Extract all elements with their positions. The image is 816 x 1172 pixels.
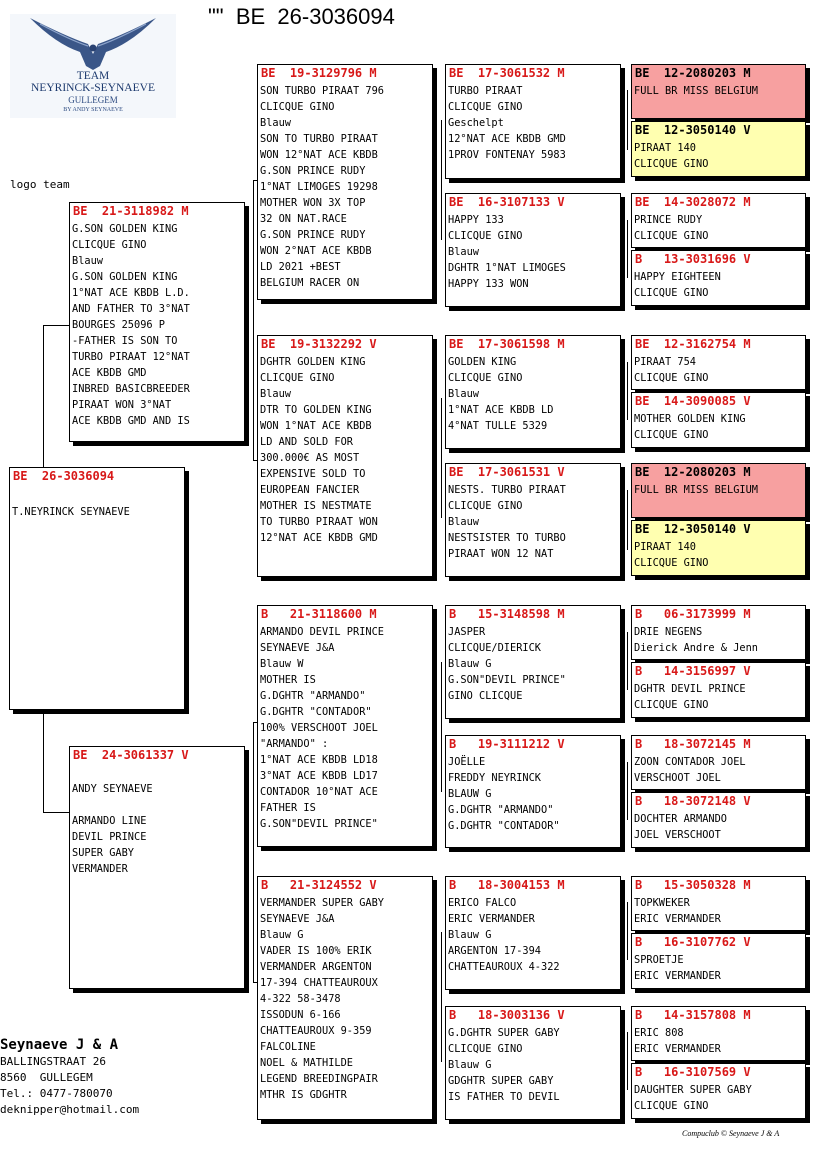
owner-street: BALLINGSTRAAT 26 xyxy=(0,1055,106,1068)
ring-number: B 19-3111212 V xyxy=(449,737,565,751)
ring-number: B 14-3156997 V xyxy=(635,664,751,678)
pigeon-card-g4-10 xyxy=(631,662,806,718)
connector-line xyxy=(43,812,70,813)
logo-town: GULLEGEM xyxy=(68,95,118,105)
ring-number: BE 12-2080203 M xyxy=(635,66,751,80)
ring-number: BE 16-3107133 V xyxy=(449,195,565,209)
pigeon-card-g4-1 xyxy=(631,64,806,119)
ring-number: BE 19-3132292 V xyxy=(261,337,377,351)
ring-number: BE 17-3061532 M xyxy=(449,66,565,80)
connector-line xyxy=(627,362,628,420)
ring-number: B 15-3148598 M xyxy=(449,607,565,621)
pigeon-card-g4-2 xyxy=(631,121,806,177)
pigeon-details: G.DGHTR SUPER GABY CLICQUE GINO Blauw G GDGHTR SUPER GABY IS FATHER TO DEVIL xyxy=(448,1027,560,1103)
pigeon-details: ERIC 808 ERIC VERMANDER xyxy=(634,1027,721,1055)
ring-number: B 18-3004153 M xyxy=(449,878,565,892)
connector-line xyxy=(441,932,442,1062)
connector-line xyxy=(43,325,70,326)
owner-email: deknipper@hotmail.com xyxy=(0,1103,140,1116)
pigeon-details: ANDY SEYNAEVE ARMANDO LINE DEVIL PRINCE SUPER GABY VERMANDER xyxy=(72,783,153,875)
ring-number: BE 19-3129796 M xyxy=(261,66,377,80)
pigeon-card-g4-7 xyxy=(631,463,806,518)
pigeon-details: DOCHTER ARMANDO JOEL VERSCHOOT xyxy=(634,813,727,841)
pigeon-details: HAPPY EIGHTEEN CLICQUE GINO xyxy=(634,271,721,299)
ring-number: BE 24-3061337 V xyxy=(73,748,189,762)
ring-number: B 13-3031696 V xyxy=(635,252,751,266)
pigeon-details: T.NEYRINCK SEYNAEVE xyxy=(12,506,130,518)
pigeon-details: VERMANDER SUPER GABY SEYNAEVE J&A Blauw G VADER IS 100% ERIK VERMANDER ARGENTON 17-394 CHATTEAUROUX 4-322 58-3478 ISSODUN 6-166 CHATTEAUROUX 9-359 FALCOLINE NOEL & MATHILDE LEGEND BREEDINGPAIR MTHR IS GDGHTR xyxy=(260,897,384,1101)
owner-city: 8560 GULLEGEM xyxy=(0,1071,93,1084)
owner-address xyxy=(0,1036,139,1118)
pigeon-details: G.SON GOLDEN KING CLICQUE GINO Blauw G.SON GOLDEN KING 1°NAT ACE KBDB L.D. AND FATHER TO 3°NAT BOURGES 25096 P -FATHER IS SON TO TURBO PIRAAT 12°NAT ACE KBDB GMD INBRED BASICBREEDER PIRAAT WON 3°NAT ACE KBDB GMD AND IS xyxy=(72,223,190,427)
ring-number: BE 14-3090085 V xyxy=(635,394,751,408)
connector-line xyxy=(441,120,442,240)
connector-line xyxy=(627,632,628,690)
pigeon-details: TURBO PIRAAT CLICQUE GINO Geschelpt 12°NAT ACE KBDB GMD 1PROV FONTENAY 5983 xyxy=(448,85,566,161)
pigeon-card-g3-5 xyxy=(445,605,621,719)
ring-number: BE 14-3028072 M xyxy=(635,195,751,209)
pigeon-details: ERICO FALCO ERIC VERMANDER Blauw G ARGENTON 17-394 CHATTEAUROUX 4-322 xyxy=(448,897,560,973)
ring-number: B 06-3173999 M xyxy=(635,607,751,621)
pigeon-details: PIRAAT 140 CLICQUE GINO xyxy=(634,541,709,569)
connector-line xyxy=(627,902,628,960)
pigeon-card-g4-3 xyxy=(631,193,806,248)
pigeon-details: JASPER CLICQUE/DIERICK Blauw G G.SON"DEVIL PRINCE" GINO CLICQUE xyxy=(448,626,566,702)
pigeon-details: SON TURBO PIRAAT 796 CLICQUE GINO Blauw SON TO TURBO PIRAAT WON 12°NAT ACE KBDB G.SON PRINCE RUDY 1°NAT LIMOGES 19298 MOTHER WON 3X TOP 32 ON NAT.RACE G.SON PRINCE RUDY WON 2°NAT ACE KBDB LD 2021 +BEST BELGIUM RACER ON xyxy=(260,85,384,289)
pigeon-card-dam-dam xyxy=(257,876,433,1120)
pigeon-card-g3-1 xyxy=(445,64,621,179)
ring-number: B 21-3124552 V xyxy=(261,878,377,892)
pigeon-card-g3-4 xyxy=(445,463,621,577)
pigeon-details: GOLDEN KING CLICQUE GINO Blauw 1°NAT ACE KBDB LD 4°NAT TULLE 5329 xyxy=(448,356,554,432)
pigeon-card-g3-6 xyxy=(445,735,621,848)
team-logo xyxy=(10,14,176,118)
owner-phone: Tel.: 0477-780070 xyxy=(0,1087,113,1100)
pigeon-card-g3-7 xyxy=(445,876,621,990)
ring-number: B 18-3072145 M xyxy=(635,737,751,751)
connector-line xyxy=(627,1032,628,1090)
logo-caption: logo team xyxy=(10,178,70,191)
pigeon-details: PIRAAT 754 CLICQUE GINO xyxy=(634,356,709,384)
ring-number: BE 12-2080203 M xyxy=(635,465,751,479)
ring-number: BE 17-3061598 M xyxy=(449,337,565,351)
owner-name: Seynaeve J & A xyxy=(0,1037,119,1053)
connector-line xyxy=(627,490,628,550)
logo-team-name: TEAM NEYRINCK-SEYNAEVE xyxy=(31,70,155,94)
ring-number: BE 12-3050140 V xyxy=(635,522,751,536)
pigeon-details: DRIE NEGENS Dierick Andre & Jenn xyxy=(634,626,758,654)
pigeon-details: HAPPY 133 CLICQUE GINO Blauw DGHTR 1°NAT LIMOGES HAPPY 133 WON xyxy=(448,214,566,290)
connector-line xyxy=(43,325,44,468)
connector-line xyxy=(627,762,628,820)
logo-byline: BY ANDY SEYNAEVE xyxy=(63,107,123,113)
pigeon-card-g4-13 xyxy=(631,876,806,931)
ring-number: BE 26-3036094 xyxy=(13,469,115,483)
ring-number: B 15-3050328 M xyxy=(635,878,751,892)
pigeon-card-dam xyxy=(69,746,245,989)
pigeon-card-g4-4 xyxy=(631,250,806,306)
pigeon-card-g4-14 xyxy=(631,933,806,989)
connector-line xyxy=(253,722,254,982)
pigeon-details: FULL BR MISS BELGIUM xyxy=(634,484,758,496)
pigeon-card-g4-11 xyxy=(631,735,806,790)
pigeon-details: FULL BR MISS BELGIUM xyxy=(634,85,758,97)
pigeon-card-g4-8 xyxy=(631,520,806,576)
connector-line xyxy=(43,712,44,812)
pigeon-card-g4-12 xyxy=(631,792,806,848)
pigeon-details: SPROETJE ERIC VERMANDER xyxy=(634,954,721,982)
pigeon-card-sire-sire xyxy=(257,64,433,300)
ring-number: B 18-3003136 V xyxy=(449,1008,565,1022)
pigeon-card-g4-16 xyxy=(631,1063,806,1119)
ring-number: B 16-3107569 V xyxy=(635,1065,751,1079)
pigeon-details: ARMANDO DEVIL PRINCE SEYNAEVE J&A Blauw W MOTHER IS G.DGHTR "ARMANDO" G.DGHTR "CONTADOR" 100% VERSCHOOT JOEL "ARMANDO" : 1°NAT ACE KBDB LD18 3°NAT ACE KBDB LD17 CONTADOR 10°NAT ACE FATHER IS G.SON"DEVIL PRINCE" xyxy=(260,626,384,830)
pigeon-card-g4-5 xyxy=(631,335,806,390)
pigeon-card-dam-sire xyxy=(257,605,433,847)
pigeon-card-g3-3 xyxy=(445,335,621,449)
pigeon-details: DGHTR DEVIL PRINCE CLICQUE GINO xyxy=(634,683,746,711)
connector-line xyxy=(441,398,442,518)
pigeon-details: ZOON CONTADOR JOEL VERSCHOOT JOEL xyxy=(634,756,746,784)
connector-line xyxy=(627,220,628,278)
pigeon-card-sire-dam xyxy=(257,335,433,577)
pigeon-details: NESTS. TURBO PIRAAT CLICQUE GINO Blauw NESTSISTER TO TURBO PIRAAT WON 12 NAT xyxy=(448,484,566,560)
ring-number: B 21-3118600 M xyxy=(261,607,377,621)
pigeon-details: TOPKWEKER ERIC VERMANDER xyxy=(634,897,721,925)
connector-line xyxy=(253,180,254,460)
pigeon-details: JOËLLE FREDDY NEYRINCK BLAUW G G.DGHTR "ARMANDO" G.DGHTR "CONTADOR" xyxy=(448,756,560,832)
page-title: "" BE 26-3036094 xyxy=(208,4,395,29)
pigeon-card-sire xyxy=(69,202,245,442)
ring-number: BE 17-3061531 V xyxy=(449,465,565,479)
ring-number: B 18-3072148 V xyxy=(635,794,751,808)
pigeon-details: PIRAAT 140 CLICQUE GINO xyxy=(634,142,709,170)
pigeon-card-g4-9 xyxy=(631,605,806,660)
pigeon-details: MOTHER GOLDEN KING CLICQUE GINO xyxy=(634,413,746,441)
pigeon-card-g4-6 xyxy=(631,392,806,448)
ring-number: B 16-3107762 V xyxy=(635,935,751,949)
pigeon-details: DAUGHTER SUPER GABY CLICQUE GINO xyxy=(634,1084,752,1112)
pigeon-details: PRINCE RUDY CLICQUE GINO xyxy=(634,214,709,242)
pigeon-card-subject xyxy=(9,467,185,710)
ring-number: BE 12-3162754 M xyxy=(635,337,751,351)
pigeon-card-g3-2 xyxy=(445,193,621,307)
connector-line xyxy=(441,662,442,792)
connector-line xyxy=(627,90,628,150)
ring-number: B 14-3157808 M xyxy=(635,1008,751,1022)
ring-number: BE 12-3050140 V xyxy=(635,123,751,137)
pigeon-details: DGHTR GOLDEN KING CLICQUE GINO Blauw DTR TO GOLDEN KING WON 1°NAT ACE KBDB LD AND SOLD FOR 300.000€ AS MOST EXPENSIVE SOLD TO EUROPEAN FANCIER MOTHER IS NESTMATE TO TURBO PIRAAT WON 12°NAT ACE KBDB GMD xyxy=(260,356,378,544)
ring-number: BE 21-3118982 M xyxy=(73,204,189,218)
eagle-icon xyxy=(10,14,176,70)
pigeon-card-g3-8 xyxy=(445,1006,621,1120)
footer-credit: Compuclub © Seynaeve J & A xyxy=(682,1129,780,1138)
pigeon-card-g4-15 xyxy=(631,1006,806,1061)
